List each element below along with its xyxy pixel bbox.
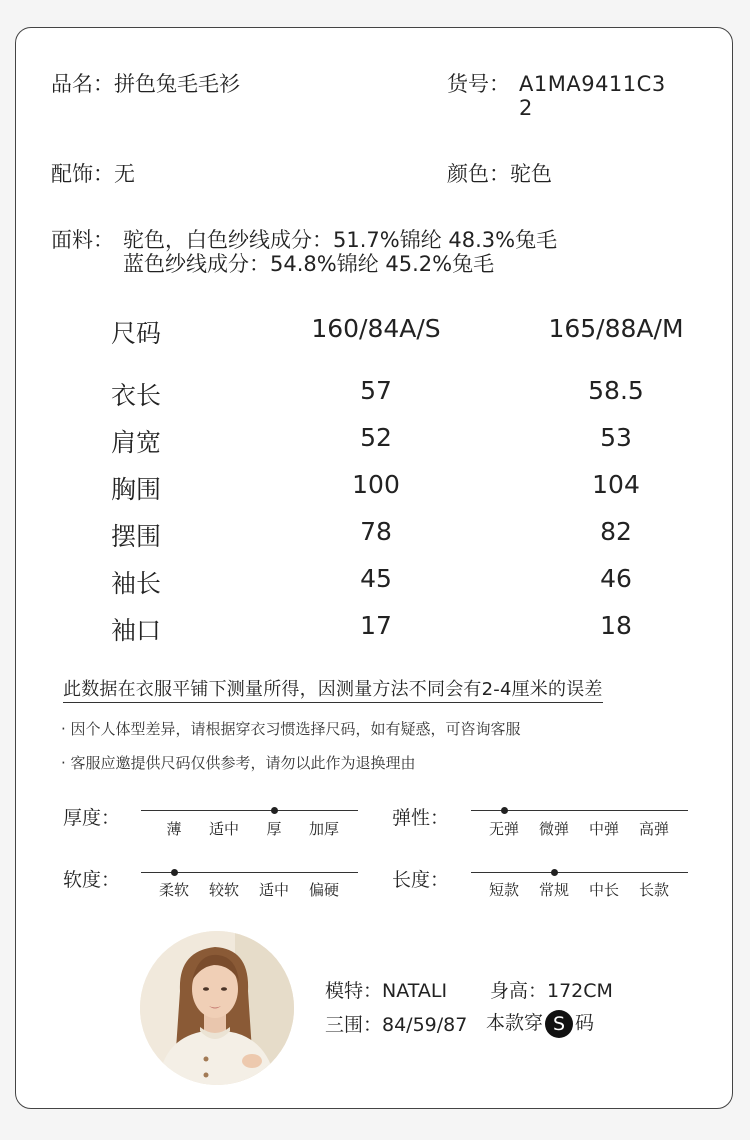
row-value-m: 46 [600,564,632,593]
thickness-option: 薄 [166,820,182,838]
row-value-m: 58.5 [588,376,644,405]
row-value-s: 100 [352,470,400,499]
table-row [16,470,734,510]
row-value-m: 82 [600,517,632,546]
fabric-label: 面料： [51,228,114,252]
table-row [16,376,734,416]
accessory-row [51,162,135,186]
softness-option: 较软 [208,881,239,899]
size-table-header [16,314,734,354]
product-name-row [51,72,240,96]
elasticity-option: 无弹 [488,820,519,838]
length-option: 长款 [638,881,669,899]
sku-row [447,72,510,96]
size-info-card [15,27,733,1109]
wear-suffix: 码 [575,1012,595,1034]
row-label: 袖长 [111,569,162,598]
sku-value [519,72,666,120]
fabric-line2: 蓝色纱线成分：54.8%锦纶 45.2%兔毛 [123,252,495,276]
row-value-s: 17 [360,611,392,640]
sku-value-line2: 2 [519,96,533,120]
model-height: 身高：172CM [490,980,613,1002]
row-value-m: 104 [592,470,640,499]
thickness-option: 适中 [208,820,239,838]
elasticity-option: 高弹 [638,820,669,838]
row-label: 胸围 [111,475,162,504]
row-value-m: 53 [600,423,632,452]
softness-option: 偏硬 [308,881,339,899]
table-row [16,564,734,604]
model-photo-illustration [140,931,294,1085]
length-option: 常规 [538,881,569,899]
color-label: 颜色： [447,162,510,186]
note-line-1: · 因个人体型差异，请根据穿衣习惯选择尺码，如有疑惑，可咨询客服 [61,720,521,738]
elasticity-selected-dot [501,807,508,814]
row-value-s: 57 [360,376,392,405]
measurement-note: 此数据在衣服平铺下测量所得，因测量方法不同会有2-4厘米的误差 [63,675,603,703]
elasticity-option: 中弹 [588,820,619,838]
model-measurements: 三围：84/59/87 [325,1014,468,1036]
thickness-label: 厚度： [63,807,121,829]
table-row [16,517,734,557]
thickness-selected-dot [271,807,278,814]
softness-option: 柔软 [158,881,189,899]
row-label: 肩宽 [111,428,162,457]
model-avatar [140,931,294,1085]
product-name-label: 品名： [51,72,114,96]
size-header-m: 165/88A/M [548,314,684,343]
thickness-track [141,810,358,811]
size-header-s: 160/84A/S [311,314,441,343]
product-name-value: 拼色兔毛毛衫 [114,72,240,96]
size-badge: S [545,1010,573,1038]
note-line-2: · 客服应邀提供尺码仅供参考，请勿以此作为退换理由 [61,754,416,772]
accessory-value: 无 [114,162,135,186]
softness-option: 适中 [258,881,289,899]
elasticity-label: 弹性： [392,807,450,829]
accessory-label: 配饰： [51,162,114,186]
length-selected-dot [551,869,558,876]
color-value: 驼色 [510,162,552,186]
sku-value-line1: A1MA9411C3 [519,72,666,96]
length-label: 长度： [392,869,450,891]
wear-prefix: 本款穿 [486,1012,544,1034]
table-row [16,611,734,651]
row-value-s: 45 [360,564,392,593]
length-option: 中长 [588,881,619,899]
softness-selected-dot [171,869,178,876]
table-row [16,423,734,463]
row-value-s: 78 [360,517,392,546]
row-label: 摆围 [111,522,162,551]
model-wear-size [486,1008,594,1038]
row-value-m: 18 [600,611,632,640]
length-option: 短款 [488,881,519,899]
size-header-label: 尺码 [111,319,162,348]
thickness-option: 厚 [266,820,282,838]
length-track [471,872,688,873]
sku-label: 货号： [447,72,510,96]
elasticity-option: 微弹 [538,820,569,838]
row-label: 袖口 [111,616,162,645]
color-row [447,162,552,186]
row-label: 衣长 [111,381,162,410]
softness-label: 软度： [63,869,121,891]
fabric-line1: 驼色，白色纱线成分：51.7%锦纶 48.3%兔毛 [123,228,558,252]
model-name: 模特：NATALI [325,980,448,1002]
thickness-option: 加厚 [308,820,339,838]
row-value-s: 52 [360,423,392,452]
